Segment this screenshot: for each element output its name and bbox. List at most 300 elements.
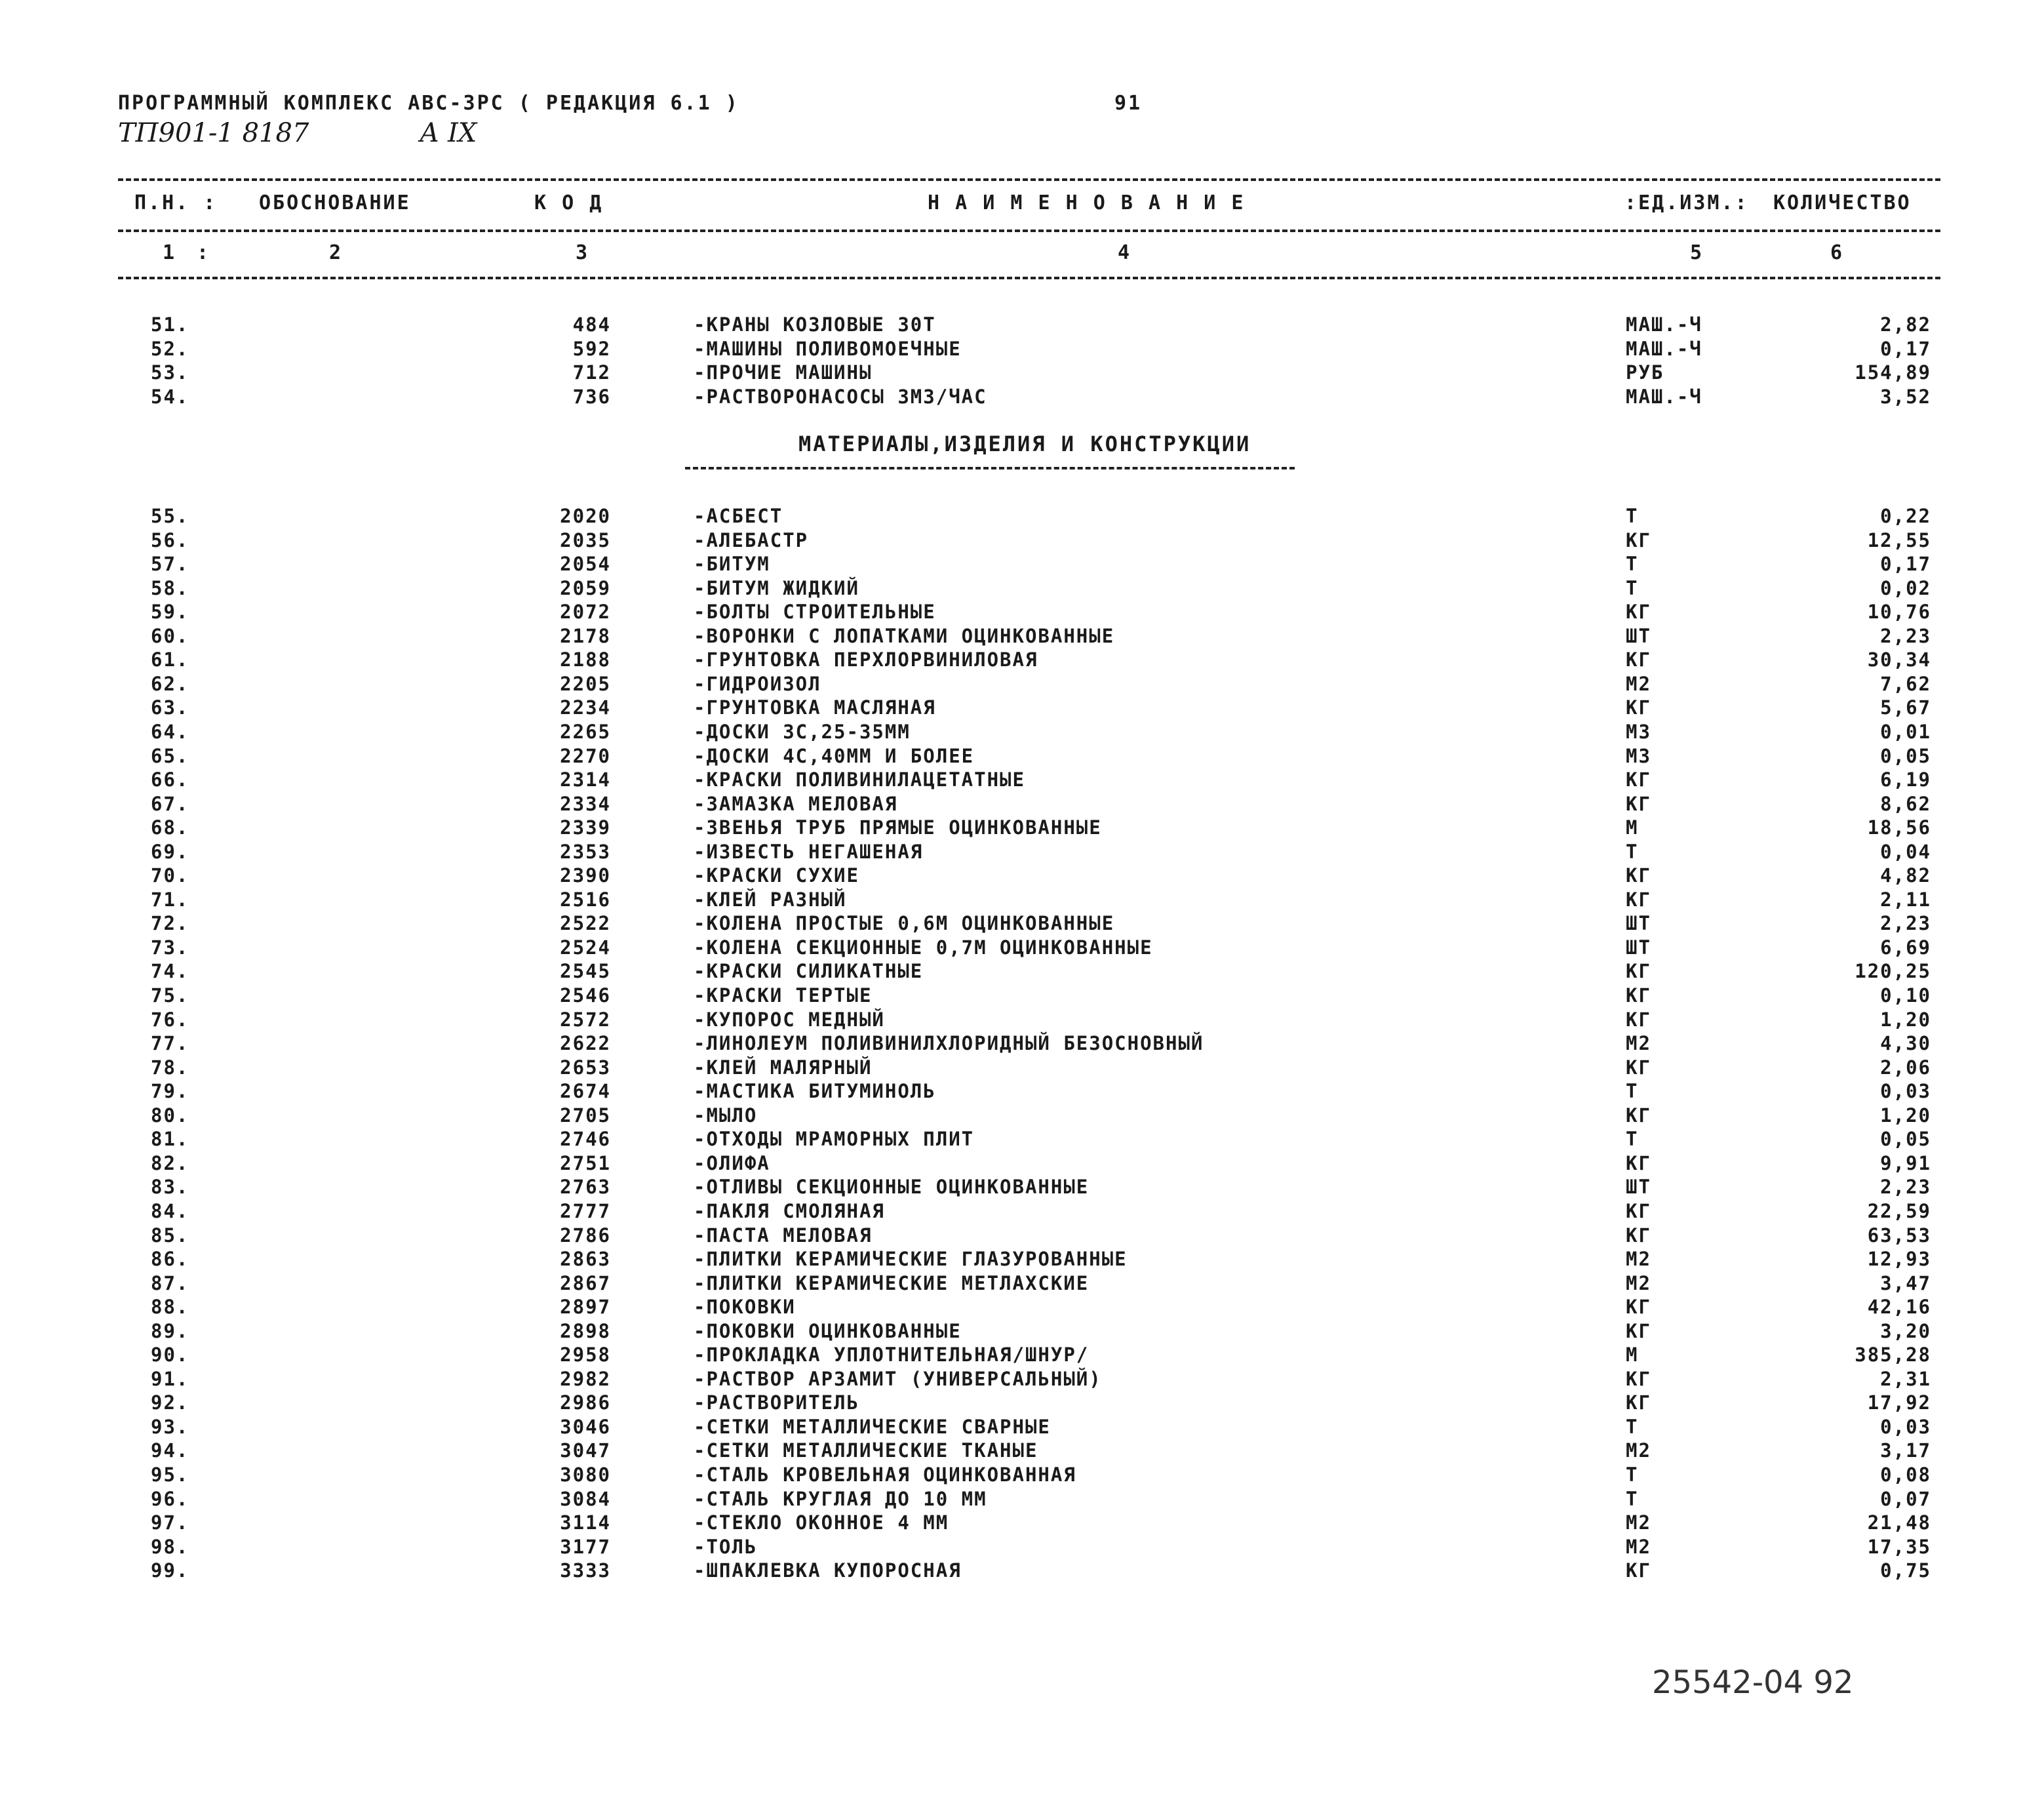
- row-number: 82.: [151, 1151, 189, 1174]
- row-number: 92.: [151, 1391, 189, 1414]
- row-unit: ШТ: [1626, 936, 1651, 959]
- row-name: -КЛЕЙ РАЗНЫЙ: [694, 888, 847, 911]
- table-row: [0, 696, 2044, 720]
- row-number: 66.: [151, 768, 189, 791]
- row-number: 55.: [151, 505, 189, 527]
- row-quantity: 385,28: [1855, 1344, 1931, 1367]
- row-quantity: 2,23: [1880, 1176, 1931, 1199]
- row-code: 2314: [560, 768, 611, 791]
- row-number: 63.: [151, 696, 189, 719]
- row-code: 2339: [560, 816, 611, 839]
- row-name: -БИТУМ: [694, 553, 770, 576]
- col-head-quantity: КОЛИЧЕСТВО: [1773, 191, 1912, 214]
- row-code: 3333: [560, 1559, 611, 1582]
- row-unit: КГ: [1626, 1391, 1651, 1414]
- row-quantity: 0,17: [1880, 337, 1931, 360]
- page-number: 91: [1114, 92, 1143, 115]
- row-quantity: 1,20: [1880, 1008, 1931, 1031]
- table-row: [0, 338, 2044, 361]
- row-code: 3080: [560, 1464, 611, 1486]
- row-number: 93.: [151, 1415, 189, 1438]
- row-unit: МАШ.-Ч: [1626, 337, 1702, 360]
- header-rule-middle: [118, 229, 1940, 232]
- row-code: 736: [572, 386, 611, 409]
- project-code: ТП901-1 8187: [118, 118, 309, 148]
- row-quantity: 2,31: [1880, 1367, 1931, 1390]
- row-unit: КГ: [1626, 696, 1651, 719]
- row-number: 73.: [151, 936, 189, 959]
- row-code: 2524: [560, 936, 611, 959]
- table-row: [0, 553, 2044, 576]
- row-quantity: 4,82: [1880, 864, 1931, 887]
- row-unit: КГ: [1626, 601, 1651, 624]
- row-code: 2751: [560, 1151, 611, 1174]
- table-row: [0, 673, 2044, 696]
- row-name: -ШПАКЛЕВКА КУПОРОСНАЯ: [694, 1559, 962, 1582]
- row-code: 3047: [560, 1439, 611, 1462]
- row-code: 2020: [560, 505, 611, 527]
- table-row: [0, 1176, 2044, 1199]
- row-code: 2072: [560, 601, 611, 624]
- row-code: 2334: [560, 792, 611, 815]
- row-code: 2546: [560, 984, 611, 1007]
- row-unit: Т: [1626, 1128, 1639, 1151]
- row-unit: КГ: [1626, 1056, 1651, 1079]
- row-name: -ГИДРОИЗОЛ: [694, 672, 821, 695]
- col-num-1: 1: [163, 241, 177, 264]
- row-name: -РАСТВОР АРЗАМИТ (УНИВЕРСАЛЬНЫЙ): [694, 1367, 1102, 1390]
- row-unit: Т: [1626, 840, 1639, 863]
- row-number: 65.: [151, 744, 189, 767]
- row-name: -ПОКОВКИ: [694, 1296, 796, 1319]
- row-quantity: 0,04: [1880, 840, 1931, 863]
- row-quantity: 3,17: [1880, 1439, 1931, 1462]
- section-title-underline: [685, 467, 1295, 469]
- table-row: [0, 1464, 2044, 1487]
- col-num-4: 4: [1118, 241, 1132, 264]
- row-unit: КГ: [1626, 529, 1651, 551]
- row-code: 2705: [560, 1104, 611, 1127]
- row-quantity: 30,34: [1867, 649, 1931, 671]
- table-row: [0, 1272, 2044, 1296]
- table-row: [0, 625, 2044, 649]
- row-number: 98.: [151, 1535, 189, 1558]
- row-number: 61.: [151, 649, 189, 671]
- table-row: [0, 1056, 2044, 1080]
- row-name: -КУПОРОС МЕДНЫЙ: [694, 1008, 885, 1031]
- table-row: [0, 1152, 2044, 1176]
- row-name: -СЕТКИ МЕТАЛЛИЧЕСКИЕ СВАРНЫЕ: [694, 1415, 1051, 1438]
- row-quantity: 12,93: [1867, 1248, 1931, 1271]
- row-quantity: 4,30: [1880, 1032, 1931, 1055]
- row-code: 2674: [560, 1080, 611, 1103]
- row-quantity: 18,56: [1867, 816, 1931, 839]
- table-row: [0, 1128, 2044, 1151]
- row-code: 2178: [560, 624, 611, 647]
- row-number: 59.: [151, 601, 189, 624]
- row-quantity: 6,69: [1880, 936, 1931, 959]
- row-code: 592: [572, 337, 611, 360]
- table-row: [0, 1104, 2044, 1128]
- row-unit: М: [1626, 1344, 1639, 1367]
- row-number: 72.: [151, 912, 189, 935]
- row-quantity: 0,75: [1880, 1559, 1931, 1582]
- table-row: [0, 1368, 2044, 1391]
- row-code: 2059: [560, 576, 611, 599]
- row-name: -БИТУМ ЖИДКИЙ: [694, 576, 859, 599]
- row-unit: М: [1626, 816, 1639, 839]
- row-quantity: 0,02: [1880, 576, 1931, 599]
- row-quantity: 0,08: [1880, 1464, 1931, 1486]
- row-quantity: 2,11: [1880, 888, 1931, 911]
- row-name: -РАСТВОРОНАСОСЫ 3М3/ЧАС: [694, 386, 987, 409]
- row-unit: ШТ: [1626, 1176, 1651, 1199]
- row-number: 78.: [151, 1056, 189, 1079]
- row-unit: МАШ.-Ч: [1626, 386, 1702, 409]
- table-row: [0, 745, 2044, 768]
- row-name: -ИЗВЕСТЬ НЕГАШЕНАЯ: [694, 840, 924, 863]
- row-unit: ШТ: [1626, 912, 1651, 935]
- row-code: 3177: [560, 1535, 611, 1558]
- row-code: 2265: [560, 720, 611, 743]
- row-name: -ПАКЛЯ СМОЛЯНАЯ: [694, 1199, 885, 1222]
- row-code: 2188: [560, 649, 611, 671]
- row-number: 99.: [151, 1559, 189, 1582]
- row-number: 69.: [151, 840, 189, 863]
- row-code: 484: [572, 313, 611, 336]
- row-quantity: 0,01: [1880, 720, 1931, 743]
- row-unit: М3: [1626, 744, 1651, 767]
- table-row: [0, 361, 2044, 385]
- table-row: [0, 888, 2044, 912]
- row-name: -ТОЛЬ: [694, 1535, 758, 1558]
- row-name: -ЗВЕНЬЯ ТРУБ ПРЯМЫЕ ОЦИНКОВАННЫЕ: [694, 816, 1102, 839]
- row-code: 2353: [560, 840, 611, 863]
- row-number: 94.: [151, 1439, 189, 1462]
- table-row: [0, 1248, 2044, 1271]
- table-row: [0, 505, 2044, 529]
- row-unit: КГ: [1626, 1559, 1651, 1582]
- table-row: [0, 529, 2044, 553]
- row-quantity: 22,59: [1867, 1199, 1931, 1222]
- col-head-number: П.Н. :: [134, 191, 218, 214]
- row-code: 2516: [560, 888, 611, 911]
- table-row: [0, 1344, 2044, 1367]
- footer-note: 25542-04 92: [1652, 1664, 1854, 1701]
- row-name: -КРАСКИ ТЕРТЫЕ: [694, 984, 873, 1007]
- row-unit: КГ: [1626, 1008, 1651, 1031]
- row-quantity: 8,62: [1880, 792, 1931, 815]
- row-quantity: 21,48: [1867, 1511, 1931, 1534]
- table-row: [0, 1032, 2044, 1056]
- col-num-6: 6: [1830, 241, 1845, 264]
- row-unit: М2: [1626, 1535, 1651, 1558]
- table-row: [0, 1559, 2044, 1583]
- row-unit: КГ: [1626, 768, 1651, 791]
- row-name: -ДОСКИ 4С,40ММ И БОЛЕЕ: [694, 744, 975, 767]
- row-number: 91.: [151, 1367, 189, 1390]
- row-code: 2958: [560, 1344, 611, 1367]
- row-number: 58.: [151, 576, 189, 599]
- table-row: [0, 1200, 2044, 1224]
- row-code: 3114: [560, 1511, 611, 1534]
- row-quantity: 2,23: [1880, 624, 1931, 647]
- row-unit: М2: [1626, 1271, 1651, 1294]
- row-number: 70.: [151, 864, 189, 887]
- row-number: 60.: [151, 624, 189, 647]
- row-unit: Т: [1626, 1487, 1639, 1510]
- row-name: -ОТХОДЫ МРАМОРНЫХ ПЛИТ: [694, 1128, 975, 1151]
- row-quantity: 0,05: [1880, 744, 1931, 767]
- row-name: -СТАЛЬ КРУГЛАЯ ДО 10 ММ: [694, 1487, 987, 1510]
- row-code: 2234: [560, 696, 611, 719]
- row-number: 85.: [151, 1224, 189, 1247]
- row-name: -КОЛЕНА СЕКЦИОННЫЕ 0,7М ОЦИНКОВАННЫЕ: [694, 936, 1153, 959]
- row-quantity: 63,53: [1867, 1224, 1931, 1247]
- table-row: [0, 601, 2044, 624]
- header-rule-bottom: [118, 277, 1940, 279]
- row-number: 75.: [151, 984, 189, 1007]
- row-quantity: 6,19: [1880, 768, 1931, 791]
- row-unit: Т: [1626, 576, 1639, 599]
- row-name: -РАСТВОРИТЕЛЬ: [694, 1391, 859, 1414]
- table-row: [0, 313, 2044, 337]
- row-name: -КРАСКИ ПОЛИВИНИЛАЦЕТАТНЫЕ: [694, 768, 1025, 791]
- row-quantity: 3,52: [1880, 386, 1931, 409]
- row-quantity: 12,55: [1867, 529, 1931, 551]
- album-label: А IX: [420, 118, 477, 148]
- row-number: 62.: [151, 672, 189, 695]
- table-row: [0, 1439, 2044, 1463]
- row-name: -МЫЛО: [694, 1104, 758, 1127]
- table-row: [0, 649, 2044, 672]
- row-code: 2270: [560, 744, 611, 767]
- table-row: [0, 721, 2044, 744]
- row-name: -АСБЕСТ: [694, 505, 783, 527]
- row-code: 2054: [560, 553, 611, 576]
- row-number: 88.: [151, 1296, 189, 1319]
- row-code: 2622: [560, 1032, 611, 1055]
- row-name: -КОЛЕНА ПРОСТЫЕ 0,6М ОЦИНКОВАННЫЕ: [694, 912, 1115, 935]
- table-row: [0, 1391, 2044, 1415]
- row-quantity: 2,82: [1880, 313, 1931, 336]
- row-code: 2545: [560, 960, 611, 983]
- row-code: 3046: [560, 1415, 611, 1438]
- program-header: ПРОГРАММНЫЙ КОМПЛЕКС АВС-ЗРС ( РЕДАКЦИЯ 6.1 ): [118, 92, 739, 115]
- row-quantity: 120,25: [1855, 960, 1931, 983]
- row-unit: КГ: [1626, 1319, 1651, 1342]
- row-name: -ПЛИТКИ КЕРАМИЧЕСКИЕ ГЛАЗУРОВАННЫЕ: [694, 1248, 1128, 1271]
- row-unit: Т: [1626, 505, 1639, 527]
- row-code: 2898: [560, 1319, 611, 1342]
- row-number: 81.: [151, 1128, 189, 1151]
- row-name: -ПРОКЛАДКА УПЛОТНИТЕЛЬНАЯ/ШНУР/: [694, 1344, 1090, 1367]
- row-name: -СЕТКИ МЕТАЛЛИЧЕСКИЕ ТКАНЫЕ: [694, 1439, 1038, 1462]
- row-number: 97.: [151, 1511, 189, 1534]
- row-number: 56.: [151, 529, 189, 551]
- row-unit: М2: [1626, 1248, 1651, 1271]
- row-unit: М3: [1626, 720, 1651, 743]
- row-unit: КГ: [1626, 864, 1651, 887]
- row-unit: КГ: [1626, 1224, 1651, 1247]
- row-number: 95.: [151, 1464, 189, 1486]
- row-code: 2390: [560, 864, 611, 887]
- table-row: [0, 1511, 2044, 1535]
- row-name: -МАСТИКА БИТУМИНОЛЬ: [694, 1080, 936, 1103]
- row-unit: КГ: [1626, 1104, 1651, 1127]
- row-quantity: 0,03: [1880, 1080, 1931, 1103]
- table-row: [0, 864, 2044, 888]
- row-code: 2982: [560, 1367, 611, 1390]
- row-unit: РУБ: [1626, 361, 1664, 384]
- row-name: -ПОКОВКИ ОЦИНКОВАННЫЕ: [694, 1319, 962, 1342]
- row-code: 2986: [560, 1391, 611, 1414]
- row-quantity: 17,92: [1867, 1391, 1931, 1414]
- row-code: 2867: [560, 1271, 611, 1294]
- col-num-3: 3: [576, 241, 590, 264]
- table-row: [0, 386, 2044, 409]
- table-row: [0, 1080, 2044, 1104]
- row-code: 2653: [560, 1056, 611, 1079]
- row-number: 83.: [151, 1176, 189, 1199]
- row-unit: Т: [1626, 1080, 1639, 1103]
- row-quantity: 42,16: [1867, 1296, 1931, 1319]
- row-quantity: 0,05: [1880, 1128, 1931, 1151]
- table-row: [0, 960, 2044, 984]
- row-quantity: 0,17: [1880, 553, 1931, 576]
- row-name: -КЛЕЙ МАЛЯРНЫЙ: [694, 1056, 873, 1079]
- row-unit: Т: [1626, 1464, 1639, 1486]
- table-row: [0, 1008, 2044, 1032]
- row-code: 2897: [560, 1296, 611, 1319]
- row-number: 57.: [151, 553, 189, 576]
- header-rule-top: [118, 178, 1940, 181]
- row-number: 68.: [151, 816, 189, 839]
- row-quantity: 9,91: [1880, 1151, 1931, 1174]
- row-name: -ПРОЧИЕ МАШИНЫ: [694, 361, 873, 384]
- row-code: 2205: [560, 672, 611, 695]
- row-name: -ОЛИФА: [694, 1151, 770, 1174]
- col-head-code: К О Д: [534, 191, 604, 214]
- row-code: 2763: [560, 1176, 611, 1199]
- row-unit: М2: [1626, 672, 1651, 695]
- table-row: [0, 841, 2044, 864]
- row-code: 2786: [560, 1224, 611, 1247]
- row-number: 87.: [151, 1271, 189, 1294]
- col-sep: :: [197, 241, 211, 264]
- row-name: -БОЛТЫ СТРОИТЕЛЬНЫЕ: [694, 601, 936, 624]
- row-quantity: 5,67: [1880, 696, 1931, 719]
- table-row: [0, 984, 2044, 1008]
- row-name: -ПАСТА МЕЛОВАЯ: [694, 1224, 873, 1247]
- col-head-unit: :ЕД.ИЗМ.:: [1624, 191, 1749, 214]
- row-name: -СТАЛЬ КРОВЕЛЬНАЯ ОЦИНКОВАННАЯ: [694, 1464, 1076, 1486]
- row-name: -СТЕКЛО ОКОННОЕ 4 ММ: [694, 1511, 949, 1534]
- col-head-basis: ОБОСНОВАНИЕ: [259, 191, 411, 214]
- row-quantity: 0,03: [1880, 1415, 1931, 1438]
- row-code: 2035: [560, 529, 611, 551]
- col-num-2: 2: [329, 241, 344, 264]
- table-row: [0, 1224, 2044, 1248]
- row-quantity: 0,10: [1880, 984, 1931, 1007]
- table-row: [0, 793, 2044, 816]
- table-row: [0, 577, 2044, 601]
- row-unit: М2: [1626, 1439, 1651, 1462]
- row-name: -ГРУНТОВКА МАСЛЯНАЯ: [694, 696, 936, 719]
- row-unit: КГ: [1626, 960, 1651, 983]
- table-row: [0, 1296, 2044, 1319]
- row-name: -ПЛИТКИ КЕРАМИЧЕСКИЕ МЕТЛАХСКИЕ: [694, 1271, 1090, 1294]
- row-unit: Т: [1626, 553, 1639, 576]
- row-number: 54.: [151, 386, 189, 409]
- row-number: 52.: [151, 337, 189, 360]
- row-quantity: 17,35: [1867, 1535, 1931, 1558]
- row-unit: М2: [1626, 1511, 1651, 1534]
- row-unit: КГ: [1626, 1151, 1651, 1174]
- row-number: 90.: [151, 1344, 189, 1367]
- table-row: [0, 816, 2044, 840]
- row-name: -КРАСКИ СИЛИКАТНЫЕ: [694, 960, 924, 983]
- table-row: [0, 768, 2044, 792]
- row-number: 76.: [151, 1008, 189, 1031]
- row-code: 2863: [560, 1248, 611, 1271]
- row-name: -АЛЕБАСТР: [694, 529, 809, 551]
- row-name: -ВОРОНКИ С ЛОПАТКАМИ ОЦИНКОВАННЫЕ: [694, 624, 1115, 647]
- row-quantity: 2,06: [1880, 1056, 1931, 1079]
- col-num-5: 5: [1690, 241, 1704, 264]
- row-code: 2572: [560, 1008, 611, 1031]
- row-quantity: 0,07: [1880, 1487, 1931, 1510]
- row-name: -ЗАМАЗКА МЕЛОВАЯ: [694, 792, 898, 815]
- row-quantity: 7,62: [1880, 672, 1931, 695]
- row-number: 77.: [151, 1032, 189, 1055]
- row-unit: М2: [1626, 1032, 1651, 1055]
- row-code: 2777: [560, 1199, 611, 1222]
- table-row: [0, 1416, 2044, 1439]
- row-code: 3084: [560, 1487, 611, 1510]
- table-row: [0, 1536, 2044, 1559]
- col-head-name: Н А И М Е Н О В А Н И Е: [928, 191, 1246, 214]
- table-row: [0, 936, 2044, 960]
- row-unit: КГ: [1626, 792, 1651, 815]
- row-quantity: 1,20: [1880, 1104, 1931, 1127]
- row-number: 96.: [151, 1487, 189, 1510]
- row-unit: КГ: [1626, 1296, 1651, 1319]
- row-quantity: 154,89: [1855, 361, 1931, 384]
- row-quantity: 3,20: [1880, 1319, 1931, 1342]
- row-name: -ЛИНОЛЕУМ ПОЛИВИНИЛХЛОРИДНЫЙ БЕЗОСНОВНЫЙ: [694, 1032, 1204, 1055]
- row-unit: КГ: [1626, 649, 1651, 671]
- row-name: -МАШИНЫ ПОЛИВОМОЕЧНЫЕ: [694, 337, 962, 360]
- row-name: -ГРУНТОВКА ПЕРХЛОРВИНИЛОВАЯ: [694, 649, 1038, 671]
- row-number: 86.: [151, 1248, 189, 1271]
- row-name: -КРАСКИ СУХИЕ: [694, 864, 859, 887]
- row-number: 51.: [151, 313, 189, 336]
- row-unit: ШТ: [1626, 624, 1651, 647]
- row-unit: Т: [1626, 1415, 1639, 1438]
- row-quantity: 2,23: [1880, 912, 1931, 935]
- table-row: [0, 912, 2044, 936]
- row-number: 89.: [151, 1319, 189, 1342]
- row-unit: МАШ.-Ч: [1626, 313, 1702, 336]
- row-number: 71.: [151, 888, 189, 911]
- row-code: 712: [572, 361, 611, 384]
- row-number: 67.: [151, 792, 189, 815]
- row-number: 80.: [151, 1104, 189, 1127]
- section-title: МАТЕРИАЛЫ,ИЗДЕЛИЯ И КОНСТРУКЦИИ: [798, 431, 1251, 456]
- row-number: 79.: [151, 1080, 189, 1103]
- row-name: -ДОСКИ 3С,25-35ММ: [694, 720, 911, 743]
